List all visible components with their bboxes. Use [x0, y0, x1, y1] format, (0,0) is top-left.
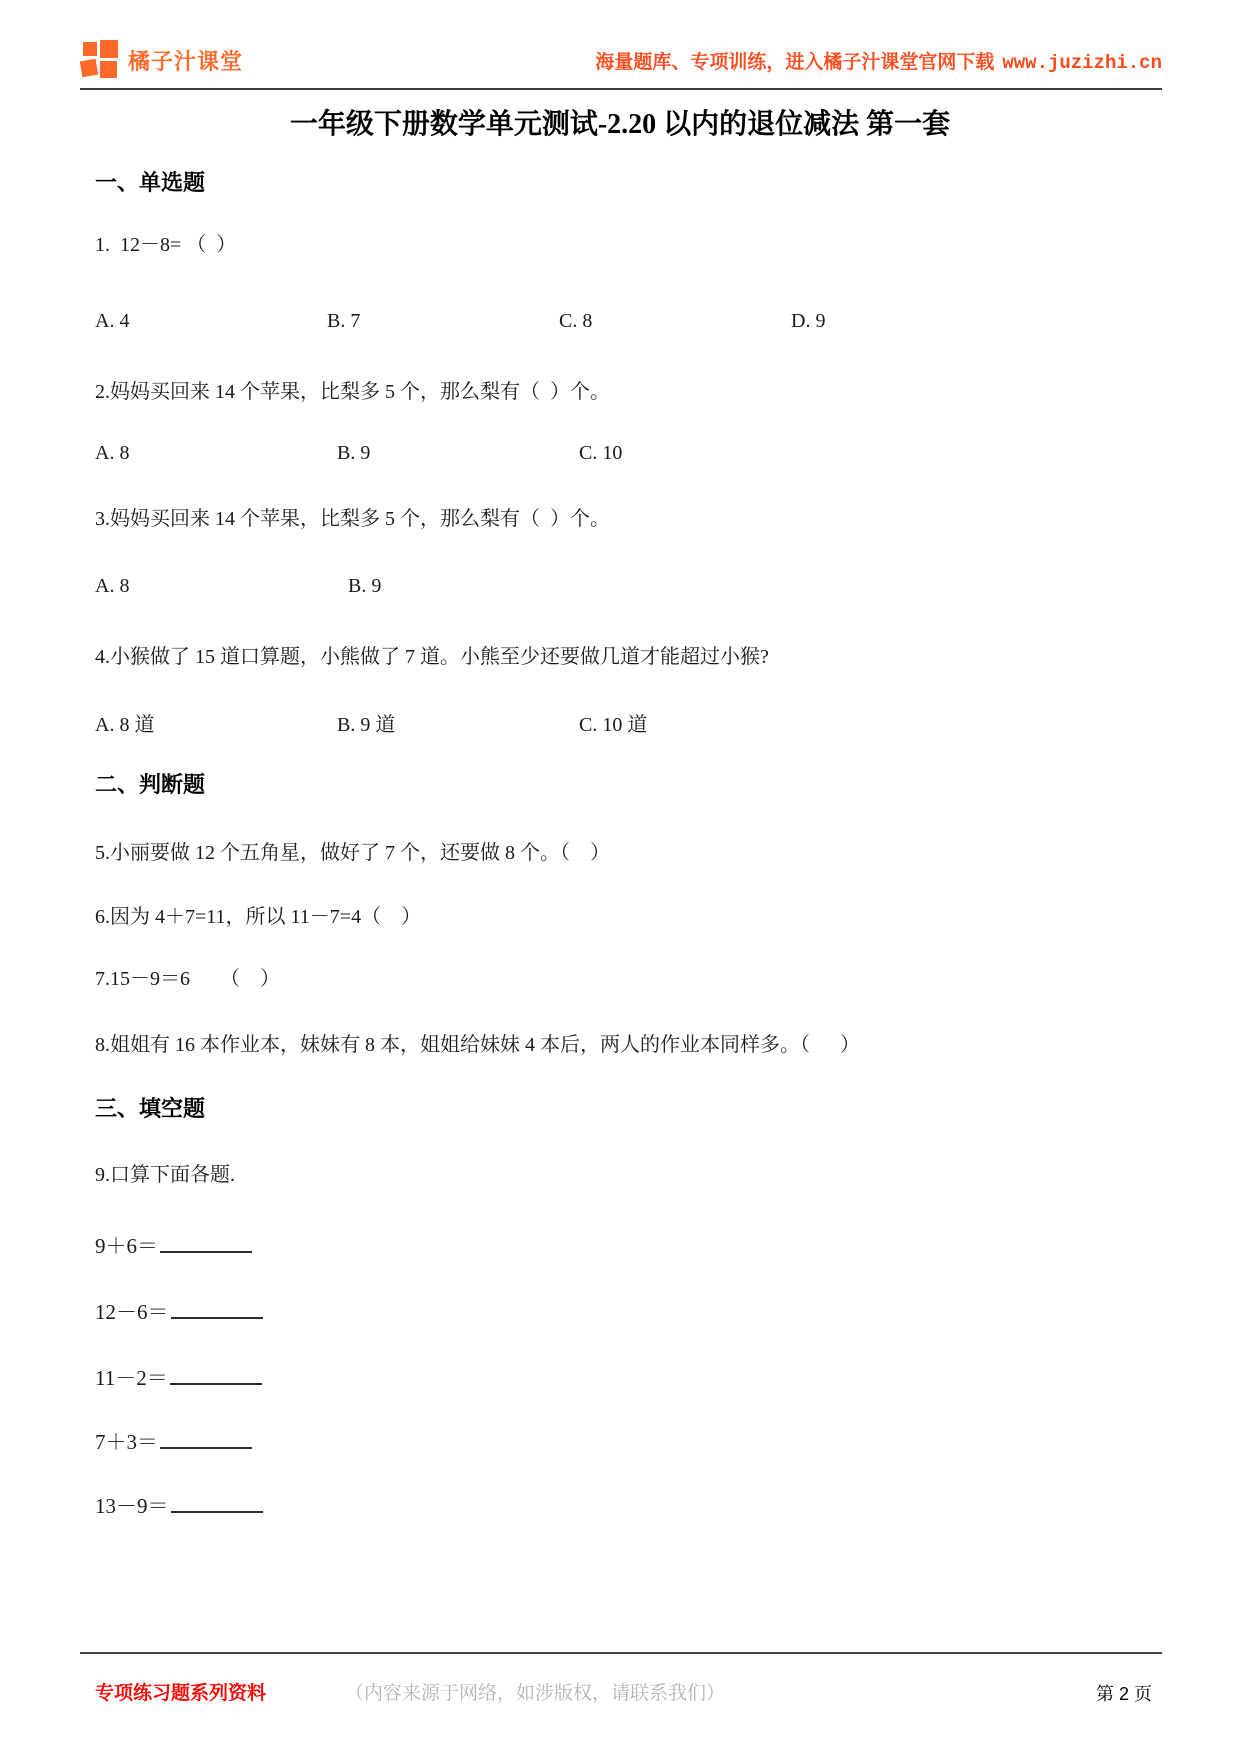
- brand-logo-icon: [80, 40, 120, 80]
- promo-text: 海量题库、专项训练，进入橘子汁课堂官网下载: [595, 51, 995, 73]
- option-item: B. 9 道: [337, 714, 396, 736]
- option-item: A. 8: [95, 442, 130, 464]
- section-3-heading: 三、填空题: [95, 1096, 206, 1121]
- blank-expression: 11－2＝: [95, 1366, 168, 1390]
- option-item: B. 7: [327, 310, 361, 332]
- page-number-suffix: 页: [1134, 1684, 1152, 1704]
- question-9-text: 9.口算下面各题.: [95, 1164, 235, 1186]
- question-2-options: [95, 442, 1145, 465]
- page-title: 一年级下册数学单元测试-2.20 以内的退位减法 第一套: [289, 109, 951, 140]
- answer-blank-line: [171, 1493, 263, 1513]
- page-header: [80, 34, 1162, 86]
- option-item: B. 9: [337, 442, 371, 464]
- question-8-text: 8.姐姐有 16 本作业本，妹妹有 8 本，姐姐给妹妹 4 本后，两人的作业本同样多。（ ）: [95, 1034, 860, 1056]
- option-item: A. 8: [95, 575, 130, 597]
- question-7-text: 7.15－9＝6 （ ）: [95, 968, 280, 990]
- footer-page-number: [1096, 1680, 1152, 1706]
- question-5-text: 5.小丽要做 12 个五角星，做好了 7 个，还要做 8 个。（ ）: [95, 842, 610, 864]
- answer-blank-line: [160, 1429, 252, 1449]
- logo-square: [100, 40, 118, 58]
- answer-blank-line: [160, 1233, 252, 1253]
- brand-name: 橘子汁课堂: [128, 48, 244, 74]
- question-1-text: 1. 12－8= （ ）: [95, 234, 237, 256]
- logo-square: [100, 61, 117, 78]
- promo-url: www.juzizhi.cn: [1002, 51, 1162, 74]
- header-divider: [80, 88, 1162, 90]
- section-2-heading: 二、判断题: [95, 772, 206, 797]
- blank-expression: 13－9＝: [95, 1494, 169, 1518]
- footer-disclaimer: （内容来源于网络，如涉版权，请联系我们）: [345, 1683, 726, 1704]
- option-item: A. 8 道: [95, 714, 155, 736]
- question-3-text: 3.妈妈买回来 14 个苹果，比梨多 5 个，那么梨有（ ）个。: [95, 508, 610, 530]
- blank-row: [95, 1296, 1145, 1326]
- page-number-prefix: 第: [1095, 1684, 1114, 1704]
- page-number-value: 2: [1118, 1684, 1129, 1704]
- section-1-heading: 一、单选题: [95, 170, 206, 195]
- logo-square: [83, 42, 97, 56]
- question-3-options: [95, 575, 1145, 598]
- header-promo: [595, 47, 1162, 74]
- option-item: A. 4: [95, 310, 130, 332]
- logo-square: [80, 59, 99, 78]
- option-item: B. 9: [348, 575, 382, 597]
- option-item: C. 10: [579, 442, 623, 464]
- question-4-options: [95, 708, 1145, 737]
- option-item: C. 10 道: [579, 714, 648, 736]
- question-6-text: 6.因为 4＋7=11，所以 11－7=4（ ）: [95, 906, 422, 928]
- blank-row: [95, 1362, 1145, 1392]
- question-2-text: 2.妈妈买回来 14 个苹果，比梨多 5 个，那么梨有（ ）个。: [95, 381, 610, 403]
- blank-expression: 9＋6＝: [95, 1234, 158, 1258]
- blank-row: [95, 1230, 1145, 1260]
- blank-expression: 12－6＝: [95, 1300, 169, 1324]
- answer-blank-line: [170, 1365, 262, 1385]
- question-4-text: 4.小猴做了 15 道口算题，小熊做了 7 道。小熊至少还要做几道才能超过小猴?: [95, 646, 769, 668]
- blank-row: [95, 1426, 1145, 1456]
- option-item: D. 9: [791, 310, 826, 332]
- blank-row: [95, 1490, 1145, 1520]
- brand: [80, 40, 243, 80]
- blank-expression: 7＋3＝: [95, 1430, 158, 1454]
- footer-series-label: 专项练习题系列资料: [95, 1683, 267, 1704]
- footer-divider: [80, 1652, 1162, 1654]
- question-1-options: [95, 310, 1145, 333]
- option-item: C. 8: [559, 310, 593, 332]
- answer-blank-line: [171, 1299, 263, 1319]
